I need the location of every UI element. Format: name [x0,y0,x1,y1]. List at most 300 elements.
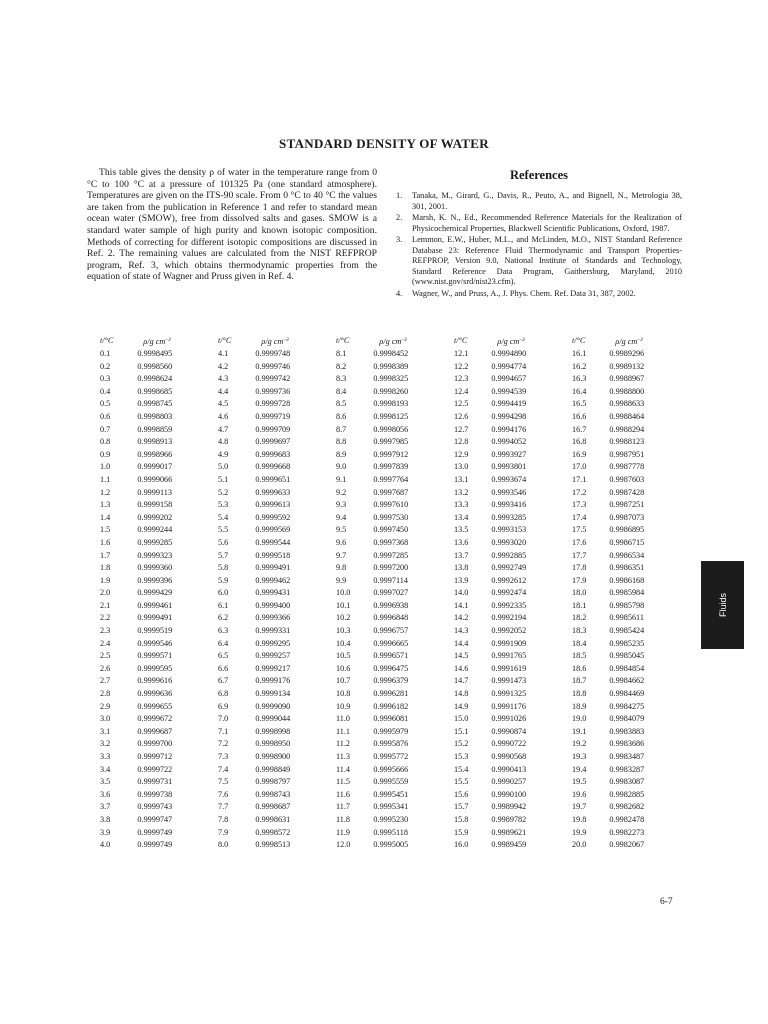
table-row [88,411,678,424]
density-cell: 0.9991473 [491,676,527,686]
temperature-cell: 8.1 [336,349,347,358]
temperature-cell: 4.7 [218,424,229,434]
section-tab [701,561,744,649]
density-cell: 0.9989782 [491,814,527,824]
temperature-cell: 11.5 [336,777,351,787]
intro-paragraph [87,167,377,283]
temperature-cell: 13.6 [454,537,469,547]
density-cell: 0.9999712 [137,752,173,761]
density-cell: 0.9991765 [491,651,527,661]
temperature-cell: 4.8 [218,437,229,447]
temperature-cell: 17.6 [572,537,587,547]
table-row [88,663,678,676]
temperature-cell: 16.4 [572,386,587,396]
density-cell: 0.9998452 [373,349,409,358]
temperature-cell: 6.6 [218,663,229,673]
density-cell: 0.9986715 [609,537,645,547]
temperature-cell: 1.5 [100,525,111,535]
table-row [88,424,678,437]
temperature-cell: 5.8 [218,563,229,573]
density-cell: 0.9999613 [255,500,291,510]
temperature-cell: 12.3 [454,374,469,384]
density-cell: 0.9993153 [491,525,527,535]
temperature-cell: 8.8 [336,437,347,447]
table-row [88,386,678,399]
density-cell: 0.9999217 [255,663,291,673]
density-cell: 0.9996379 [373,676,409,686]
density-cell: 0.9991619 [491,663,527,673]
temperature-cell: 3.8 [100,814,111,824]
temperature-cell: 5.0 [218,462,229,472]
density-cell: 0.9984079 [609,714,645,724]
temperature-cell: 10.4 [336,638,351,648]
temperature-cell: 17.3 [572,500,587,510]
temperature-cell: 16.0 [454,840,469,850]
temperature-cell: 5.1 [218,474,229,484]
density-cell: 0.9999396 [137,575,173,585]
page-number: 6-7 [660,897,673,907]
header-density-exponent: –3 [519,337,525,343]
temperature-cell: 16.5 [572,399,587,409]
density-cell: 0.9998260 [373,386,409,396]
temperature-cell: 15.5 [454,777,469,787]
temperature-cell: 12.0 [336,840,351,850]
density-cell: 0.9999749 [137,827,173,837]
density-cell: 0.9999683 [255,449,291,459]
temperature-cell: 2.3 [100,626,111,636]
table-row [88,625,678,638]
temperature-cell: 19.1 [572,726,587,736]
temperature-cell: 2.9 [100,701,111,711]
density-cell: 0.9992052 [491,626,527,636]
density-cell: 0.9993801 [491,462,527,472]
temperature-cell: 1.2 [100,487,111,497]
density-cell: 0.9999749 [137,840,173,850]
temperature-cell: 10.0 [336,588,351,598]
density-cell: 0.9999518 [255,550,291,560]
density-cell: 0.9993416 [491,500,527,510]
temperature-cell: 7.2 [218,739,229,749]
temperature-cell: 19.8 [572,814,587,824]
table-row [88,751,678,764]
temperature-cell: 3.0 [100,714,111,724]
density-cell: 0.9999429 [137,588,173,598]
temperature-cell: 12.6 [454,411,469,421]
density-cell: 0.9997912 [373,449,409,459]
temperature-cell: 9.7 [336,550,347,560]
table-row [88,738,678,751]
density-cell: 0.9997027 [373,588,409,598]
temperature-cell: 2.4 [100,638,111,648]
density-cell: 0.9997114 [373,575,408,585]
temperature-cell: 7.9 [218,827,229,837]
temperature-cell: 15.6 [454,789,469,799]
header-density [127,333,206,348]
reference-text: Lemmon, E.W., Huber, M.L., and McLinden, M.O., NIST Standard Reference Database 23: Reference Fluid Thermodynamic and Transport Properties-REFPROP, Version 9.0, National Institute of Standards and Technology, Standard Reference Data Program, Gaithersburg, Maryland, 2010 (www.nist.gov/srd/nist23.cfm). [412,235,682,286]
density-cell: 0.9987428 [609,487,645,497]
density-cell: 0.9999736 [255,386,291,396]
density-cell: 0.9998389 [373,361,409,371]
density-cell: 0.9994657 [491,374,527,384]
temperature-cell: 18.8 [572,689,587,699]
temperature-cell: 14.5 [454,651,469,661]
temperature-cell: 15.7 [454,802,469,812]
density-cell: 0.9998803 [137,411,173,421]
density-cell: 0.9999431 [255,588,291,598]
temperature-cell: 18.3 [572,626,587,636]
header-density-exponent: –3 [637,337,643,343]
temperature-cell: 13.1 [454,474,469,484]
temperature-cell: 4.6 [218,411,229,421]
temperature-cell: 18.6 [572,663,587,673]
temperature-cell: 8.2 [336,361,347,371]
density-cell: 0.9997687 [373,487,409,497]
temperature-cell: 13.8 [454,563,469,573]
table-row [88,776,678,789]
temperature-cell: 12.9 [454,449,469,459]
density-cell: 0.9985235 [609,638,645,648]
temperature-cell: 7.6 [218,789,229,799]
density-cell: 0.9998687 [255,802,291,812]
density-cell: 0.9999090 [255,701,291,711]
temperature-cell: 12.7 [454,424,469,434]
temperature-cell: 6.1 [218,600,229,610]
density-cell: 0.9985984 [609,588,645,598]
temperature-cell: 7.4 [218,764,229,774]
temperature-cell: 11.4 [336,764,351,774]
density-cell: 0.9991325 [491,689,527,699]
temperature-cell: 7.0 [218,714,229,724]
density-cell: 0.9999257 [255,651,291,661]
density-cell: 0.9996475 [373,663,409,673]
temperature-cell: 6.9 [218,701,229,711]
reference-item [396,191,682,212]
density-cell: 0.9999746 [255,361,291,371]
temperature-cell: 2.1 [100,600,111,610]
density-cell: 0.9999134 [255,689,291,699]
temperature-cell: 0.2 [100,361,111,371]
table-row [88,713,678,726]
density-cell: 0.9999595 [137,663,173,673]
table-row [88,600,678,613]
temperature-cell: 6.5 [218,651,229,661]
temperature-cell: 15.4 [454,764,469,774]
table-row [88,638,678,651]
density-cell: 0.9998743 [255,789,291,799]
table-row [88,474,678,487]
density-cell: 0.9985611 [609,613,644,623]
temperature-cell: 13.0 [454,462,469,472]
temperature-cell: 13.4 [454,512,469,522]
temperature-cell: 2.5 [100,651,111,661]
header-density-exponent: –3 [283,337,289,343]
header-density-unit: ρ/g cm [497,337,520,346]
density-cell: 0.9998056 [373,424,409,434]
table-row [88,436,678,449]
temperature-cell: 17.7 [572,550,587,560]
density-cell: 0.9998859 [137,424,173,434]
density-cell: 0.9983883 [609,726,645,736]
table-row [88,348,678,361]
header-density-exponent: –3 [165,337,171,343]
reference-number: 3. [396,235,403,244]
temperature-cell: 13.3 [454,500,469,510]
density-cell: 0.9989296 [609,349,645,358]
density-cell: 0.9999202 [137,512,173,522]
temperature-cell: 0.1 [100,349,111,358]
table-row [88,575,678,588]
density-cell: 0.9996665 [373,638,409,648]
density-cell: 0.9997764 [373,474,409,484]
density-cell: 0.9990874 [491,726,527,736]
temperature-cell: 1.9 [100,575,111,585]
density-cell: 0.9988967 [609,374,645,384]
density-cell: 0.9998900 [255,752,291,761]
density-cell: 0.9999655 [137,701,173,711]
table-body [88,348,678,852]
temperature-cell: 5.4 [218,512,229,522]
density-cell: 0.9998495 [137,349,173,358]
temperature-cell: 1.8 [100,563,111,573]
density-cell: 0.9982067 [609,840,645,850]
density-cell: 0.9999491 [255,563,291,573]
temperature-cell: 13.5 [454,525,469,535]
temperature-cell: 11.9 [336,827,351,837]
temperature-cell: 8.5 [336,399,347,409]
header-temperature: t/°C [100,336,114,345]
density-cell: 0.9985798 [609,600,645,610]
table-row [88,675,678,688]
density-cell: 0.9994890 [491,349,527,358]
reference-item [396,235,682,288]
density-cell: 0.9999719 [255,411,291,421]
density-cell: 0.9998193 [373,399,409,409]
density-cell: 0.9995230 [373,814,409,824]
density-cell: 0.9994774 [491,361,527,371]
density-cell: 0.9999017 [137,462,173,472]
header-density-unit: ρ/g cm [143,337,166,346]
temperature-cell: 17.0 [572,462,587,472]
temperature-cell: 1.0 [100,462,111,472]
density-cell: 0.9989459 [491,840,527,850]
temperature-cell: 10.7 [336,676,351,686]
references-list [396,191,682,300]
density-cell: 0.9999731 [137,777,173,787]
temperature-cell: 8.3 [336,374,347,384]
temperature-cell: 16.2 [572,361,587,371]
header-temperature: t/°C [454,336,468,345]
density-cell: 0.9992749 [491,563,527,573]
table-row [88,373,678,386]
temperature-cell: 19.6 [572,789,587,799]
temperature-cell: 9.0 [336,462,347,472]
temperature-cell: 9.1 [336,474,347,484]
temperature-cell: 14.6 [454,663,469,673]
temperature-cell: 11.6 [336,789,351,799]
temperature-cell: 3.2 [100,739,111,749]
temperature-cell: 19.5 [572,777,587,787]
temperature-cell: 11.0 [336,714,351,724]
density-cell: 0.9992335 [491,600,527,610]
density-cell: 0.9999544 [255,537,291,547]
reference-text: Wagner, W., and Pruss, A., J. Phys. Chem. Ref. Data 31, 387, 2002. [412,288,636,298]
density-cell: 0.9999636 [137,689,173,699]
temperature-cell: 4.3 [218,374,229,384]
density-cell: 0.9999323 [137,550,173,560]
temperature-cell: 19.9 [572,827,587,837]
temperature-cell: 14.1 [454,600,469,610]
temperature-cell: 15.8 [454,814,469,824]
temperature-cell: 10.2 [336,613,351,623]
temperature-cell: 18.4 [572,638,587,648]
density-cell: 0.9999616 [137,676,173,686]
header-density-unit: ρ/g cm [615,337,638,346]
temperature-cell: 17.9 [572,575,587,585]
density-cell: 0.9997530 [373,512,409,522]
temperature-cell: 4.0 [100,840,111,850]
density-cell: 0.9999747 [137,814,173,824]
temperature-cell: 2.7 [100,676,111,686]
temperature-cell: 19.7 [572,802,587,812]
density-cell: 0.9999461 [137,600,173,610]
density-cell: 0.9995979 [373,726,409,736]
density-cell: 0.9996848 [373,613,409,623]
intro-text: This table gives the density ρ of water in the temperature range from 0 °C to 100 °C at a pressure of 101325 Pa (one standard atmosphere). Temperatures are given on the ITS-90 scale. From 0 °C to 40 °C the values are taken from the publication in Reference 1 and refer to standard mean ocean water (SMOW), free from dissolved salts and gases. SMOW is a standard water sample of high purity and known isotopic composition. Methods of correcting for different isotopic compositions are discussed in Ref. 2. The remaining values are calculated from the NIST REFPROP program, Ref. 3, which obtains thermodynamic properties from the equation of state of Wagner and Pruss given in Ref. 4. [87,167,377,283]
density-cell: 0.9983087 [609,777,645,787]
density-cell: 0.9982885 [609,789,645,799]
table-row [88,612,678,625]
density-cell: 0.9995876 [373,739,409,749]
temperature-cell: 17.2 [572,487,587,497]
table-row [88,562,678,575]
density-cell: 0.9997839 [373,462,409,472]
temperature-cell: 13.7 [454,550,469,560]
temperature-cell: 5.9 [218,575,229,585]
density-cell: 0.9987073 [609,512,645,522]
density-cell: 0.9998560 [137,361,173,371]
table-row [88,512,678,525]
density-cell: 0.9999697 [255,437,291,447]
temperature-cell: 16.1 [572,349,587,358]
temperature-cell: 6.3 [218,626,229,636]
temperature-cell: 18.2 [572,613,587,623]
density-cell: 0.9994419 [491,399,527,409]
density-cell: 0.9996281 [373,689,409,699]
density-cell: 0.9998513 [255,840,291,850]
density-cell: 0.9993020 [491,537,527,547]
temperature-cell: 18.7 [572,676,587,686]
density-cell: 0.9994298 [491,411,527,421]
density-cell: 0.9996757 [373,626,409,636]
density-cell: 0.9993546 [491,487,527,497]
table-row [88,537,678,550]
temperature-cell: 10.1 [336,600,351,610]
density-cell: 0.9999672 [137,714,173,724]
density-cell: 0.9988294 [609,424,645,434]
density-cell: 0.9999571 [137,651,173,661]
density-cell: 0.9999462 [255,575,291,585]
density-cell: 0.9991026 [491,714,527,724]
header-temperature: t/°C [572,336,586,345]
density-cell: 0.9992612 [491,575,527,585]
table-row [88,764,678,777]
temperature-cell: 13.9 [454,575,469,585]
density-cell: 0.9990568 [491,752,527,761]
density-cell: 0.9991176 [491,701,526,711]
temperature-cell: 5.7 [218,550,229,560]
density-cell: 0.9982478 [609,814,645,824]
temperature-cell: 5.2 [218,487,229,497]
temperature-cell: 15.2 [454,739,469,749]
temperature-cell: 17.8 [572,563,587,573]
density-cell: 0.9995559 [373,777,409,787]
density-cell: 0.9998685 [137,386,173,396]
density-cell: 0.9993285 [491,512,527,522]
table-header-row [88,333,678,348]
temperature-cell: 16.9 [572,449,587,459]
density-cell: 0.9990100 [491,789,527,799]
page-title: STANDARD DENSITY OF WATER [279,136,489,151]
temperature-cell: 8.9 [336,449,347,459]
temperature-cell: 10.5 [336,651,351,661]
density-cell: 0.9999400 [255,600,291,610]
density-cell: 0.9995118 [373,827,408,837]
temperature-cell: 4.4 [218,386,229,396]
density-cell: 0.9998325 [373,374,409,384]
table-row [88,449,678,462]
temperature-cell: 7.7 [218,802,229,812]
density-cell: 0.9998572 [255,827,291,837]
density-cell: 0.9994052 [491,437,527,447]
temperature-cell: 16.7 [572,424,587,434]
table-row [88,461,678,474]
density-cell: 0.9999176 [255,676,291,686]
density-cell: 0.9994539 [491,386,527,396]
density-cell: 0.9999668 [255,462,291,472]
density-cell: 0.9983686 [609,739,645,749]
reference-item [396,289,682,300]
density-cell: 0.9996938 [373,600,409,610]
temperature-cell: 16.8 [572,437,587,447]
density-cell: 0.9999285 [137,537,173,547]
density-cell: 0.9993927 [491,449,527,459]
temperature-cell: 14.7 [454,676,469,686]
density-cell: 0.9990257 [491,777,527,787]
temperature-cell: 4.2 [218,361,229,371]
temperature-cell: 20.0 [572,840,587,850]
temperature-cell: 7.1 [218,726,229,736]
density-cell: 0.9990413 [491,764,527,774]
density-cell: 0.9998624 [137,374,173,384]
temperature-cell: 1.3 [100,500,111,510]
density-cell: 0.9998797 [255,777,291,787]
temperature-cell: 19.3 [572,752,587,761]
density-cell: 0.9999295 [255,638,291,648]
table-row [88,701,678,714]
temperature-cell: 18.5 [572,651,587,661]
density-cell: 0.9988464 [609,411,645,421]
temperature-cell: 9.3 [336,500,347,510]
temperature-cell: 16.3 [572,374,587,384]
density-cell: 0.9987251 [609,500,645,510]
header-density-unit: ρ/g cm [261,337,284,346]
temperature-cell: 9.6 [336,537,347,547]
temperature-cell: 7.3 [218,752,229,761]
temperature-cell: 4.5 [218,399,229,409]
density-cell: 0.9999244 [137,525,173,535]
density-cell: 0.9997368 [373,537,409,547]
temperature-cell: 2.6 [100,663,111,673]
